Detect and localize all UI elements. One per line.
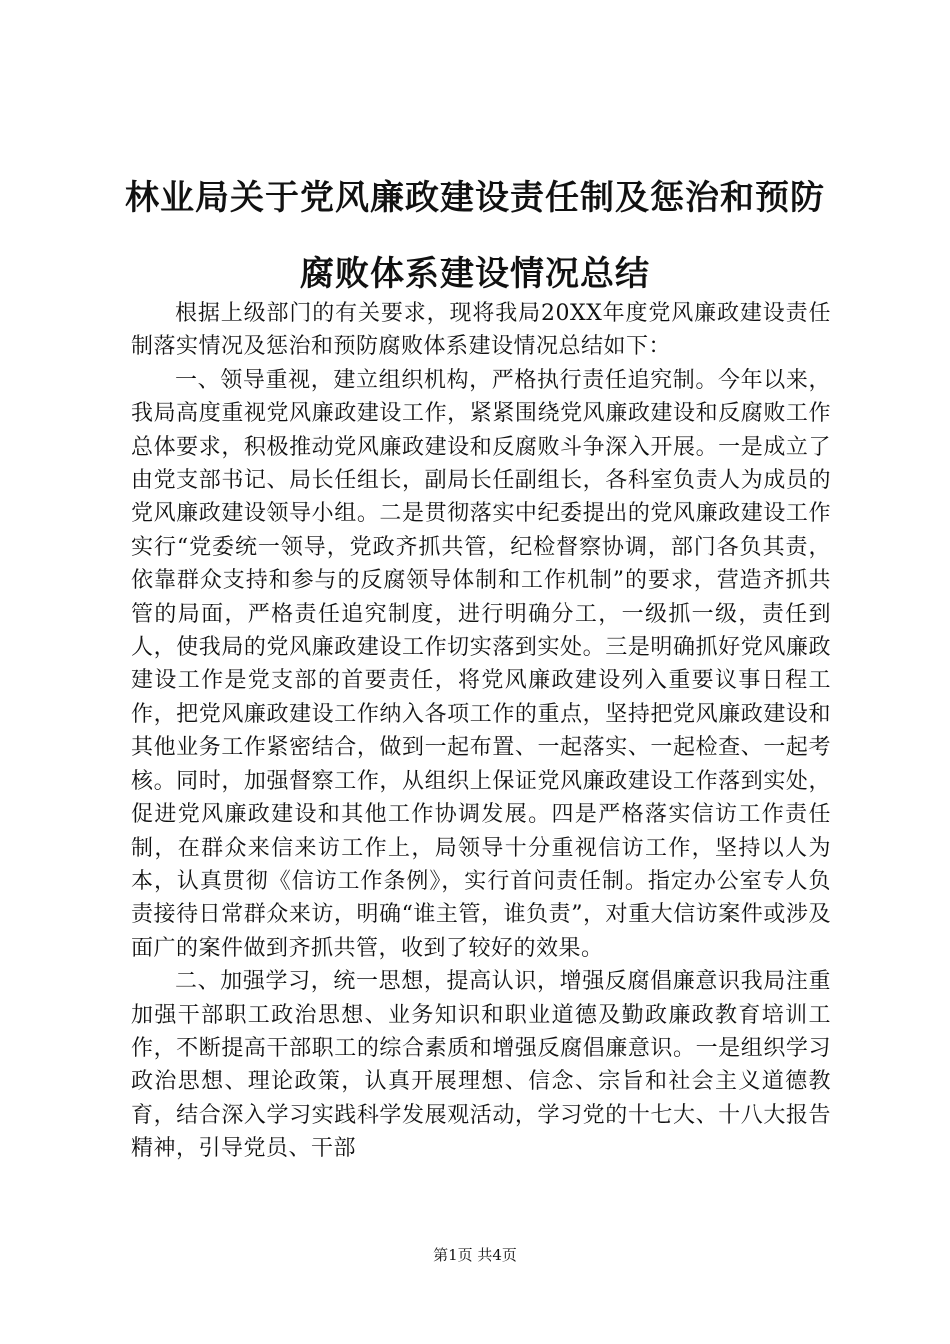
paragraph-intro: 根据上级部门的有关要求，现将我局20XX年度党风廉政建设责任制落实情况及惩治和预防腐败体系建设情况总结如下：	[131, 301, 831, 360]
page-number: 第1页 共4页	[433, 1246, 517, 1264]
document-title	[110, 160, 840, 312]
paragraph-section-2: 二、加强学习，统一思想，提高认识，增强反腐倡廉意识我局注重加强干部职工政治思想、业务知识和职业道德及勤政廉政教育培训工作，不断提高干部职工的综合素质和增强反腐倡廉意识。一是组织学习政治思想、理论政策，认真开展理想、信念、宗旨和社会主义道德教育，结合深入学习实践科学发展观活动，学习党的十七大、十八大报告精神，引导党员、干部	[131, 969, 831, 1162]
title-line-1: 林业局关于党风廉政建设责任制及惩治和预防	[125, 178, 825, 218]
paragraph-section-1: 一、领导重视，建立组织机构，严格执行责任追究制。今年以来，我局高度重视党风廉政建设工作，紧紧围绕党风廉政建设和反腐败工作总体要求，积极推动党风廉政建设和反腐败斗争深入开展。一是成立了由党支部书记、局长任组长，副局长任副组长，各科室负责人为成员的党风廉政建设领导小组。二是贯彻落实中纪委提出的党风廉政建设工作实行“党委统一领导，党政齐抓共管，纪检督察协调，部门各负其责，依靠群众支持和参与的反腐领导体制和工作机制”的要求，营造齐抓共管的局面，严格责任追究制度，进行明确分工，一级抓一级，责任到人，使我局的党风廉政建设工作切实落到实处。三是明确抓好党风廉政建设工作是党支部的首要责任，将党风廉政建设列入重要议事日程工作，把党风廉政建设工作纳入各项工作的重点，坚持把党风廉政建设和其他业务工作紧密结合，做到一起布置、一起落实、一起检查、一起考核。同时，加强督察工作，从组织上保证党风廉政建设工作落到实处，促进党风廉政建设和其他工作协调发展。四是严格落实信访工作责任制，在群众来信来访工作上，局领导十分重视信访工作，坚持以人为本，认真贯彻《信访工作条例》，实行首问责任制。指定办公室专人负责接待日常群众来访，明确“谁主管，谁负责”，对重大信访案件或涉及面广的案件做到齐抓共管，收到了较好的效果。	[131, 367, 831, 961]
title-line-2: 腐败体系建设情况总结	[300, 254, 650, 294]
document-body	[131, 297, 831, 1166]
